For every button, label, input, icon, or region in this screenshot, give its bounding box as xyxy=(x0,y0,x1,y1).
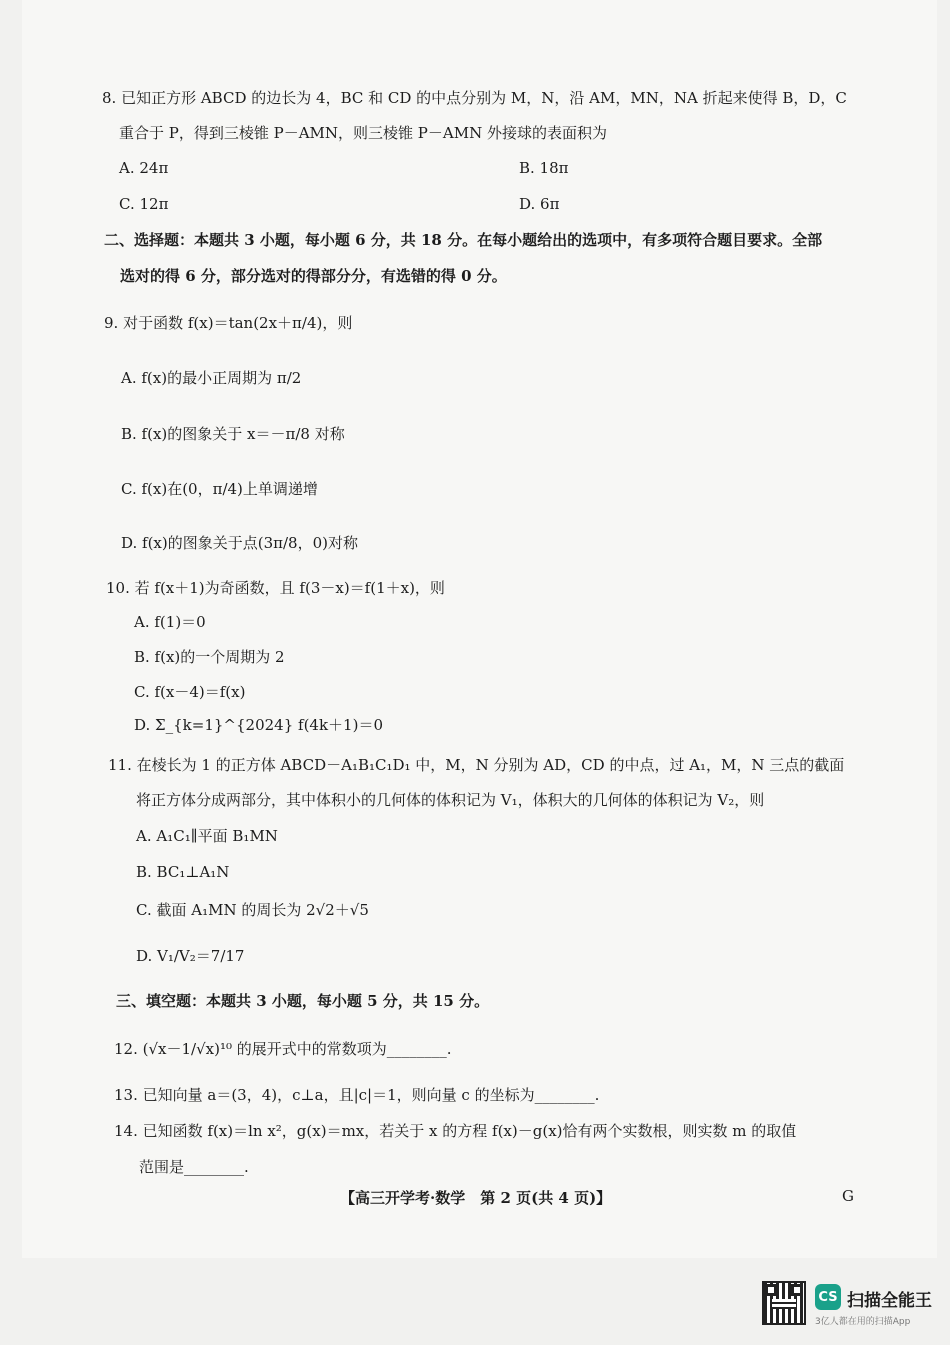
q10-option-b: B. f(x)的一个周期为 2 xyxy=(134,648,285,666)
version-mark: G xyxy=(842,1187,854,1205)
q10-stem: 10. 若 f(x＋1)为奇函数，且 f(3－x)＝f(1＋x)，则 xyxy=(106,579,445,597)
q9-stem: 9. 对于函数 f(x)＝tan(2x＋π/4)，则 xyxy=(104,314,353,332)
q13: 13. 已知向量 a＝(3，4)，c⊥a，且|c|＝1，则向量 c 的坐标为________. xyxy=(114,1086,600,1104)
scanner-brand: 扫描全能王 xyxy=(847,1291,932,1311)
q9-option-b: B. f(x)的图象关于 x＝－π/8 对称 xyxy=(121,425,345,443)
q11-line-2: 将正方体分成两部分，其中体积小的几何体的体积记为 V₁，体积大的几何体的体积记为 V₂，则 xyxy=(136,791,765,809)
scanner-tagline: 3亿人都在用的扫描App xyxy=(815,1317,911,1327)
q8-line-1: 8. 已知正方形 ABCD 的边长为 4，BC 和 CD 的中点分别为 M，N，沿 AM，MN，NA 折起来使得 B，D，C xyxy=(102,89,847,107)
q9-option-a: A. f(x)的最小正周期为 π/2 xyxy=(121,369,302,387)
q14-line-1: 14. 已知函数 f(x)＝ln x²，g(x)＝mx，若关于 x 的方程 f(x)－g(x)恰有两个实数根，则实数 m 的取值 xyxy=(114,1122,797,1140)
section-2-heading-cont: 选对的得 6 分，部分选对的得部分分，有选错的得 0 分。 xyxy=(120,267,507,285)
q10-option-d: D. Σ_{k=1}^{2024} f(4k＋1)＝0 xyxy=(134,716,383,734)
q12: 12. (√x－1/√x)¹⁰ 的展开式中的常数项为________. xyxy=(114,1040,452,1058)
section-3-heading: 三、填空题：本题共 3 小题，每小题 5 分，共 15 分。 xyxy=(116,992,490,1010)
q8-option-d: D. 6π xyxy=(519,195,560,213)
q14-line-2: 范围是________. xyxy=(139,1158,249,1176)
camscanner-logo-icon: CS xyxy=(815,1284,841,1310)
q8-option-c: C. 12π xyxy=(119,195,169,213)
q8-option-b: B. 18π xyxy=(519,159,569,177)
q11-option-a: A. A₁C₁∥平面 B₁MN xyxy=(136,827,278,845)
q8-line-2: 重合于 P，得到三棱锥 P－AMN，则三棱锥 P－AMN 外接球的表面积为 xyxy=(119,124,607,142)
q11-option-d: D. V₁/V₂＝7/17 xyxy=(136,947,245,965)
q11-option-b: B. BC₁⊥A₁N xyxy=(136,863,230,881)
q8-option-a: A. 24π xyxy=(119,159,169,177)
q10-option-a: A. f(1)＝0 xyxy=(134,613,206,631)
q11-line-1: 11. 在棱长为 1 的正方体 ABCD－A₁B₁C₁D₁ 中，M，N 分别为 AD，CD 的中点，过 A₁，M，N 三点的截面 xyxy=(108,756,845,774)
qr-code-icon xyxy=(762,1281,806,1325)
q9-option-c: C. f(x)在(0，π/4)上单调递增 xyxy=(121,480,318,498)
page-footer: 【高三开学考·数学 第 2 页(共 4 页)】 xyxy=(340,1189,612,1207)
q10-option-c: C. f(x－4)＝f(x) xyxy=(134,683,246,701)
q11-option-c: C. 截面 A₁MN 的周长为 2√2＋√5 xyxy=(136,901,369,919)
section-2-heading: 二、选择题：本题共 3 小题，每小题 6 分，共 18 分。在每小题给出的选项中，有多项符合题目要求。全部 xyxy=(104,231,823,249)
q9-option-d: D. f(x)的图象关于点(3π/8，0)对称 xyxy=(121,534,358,552)
